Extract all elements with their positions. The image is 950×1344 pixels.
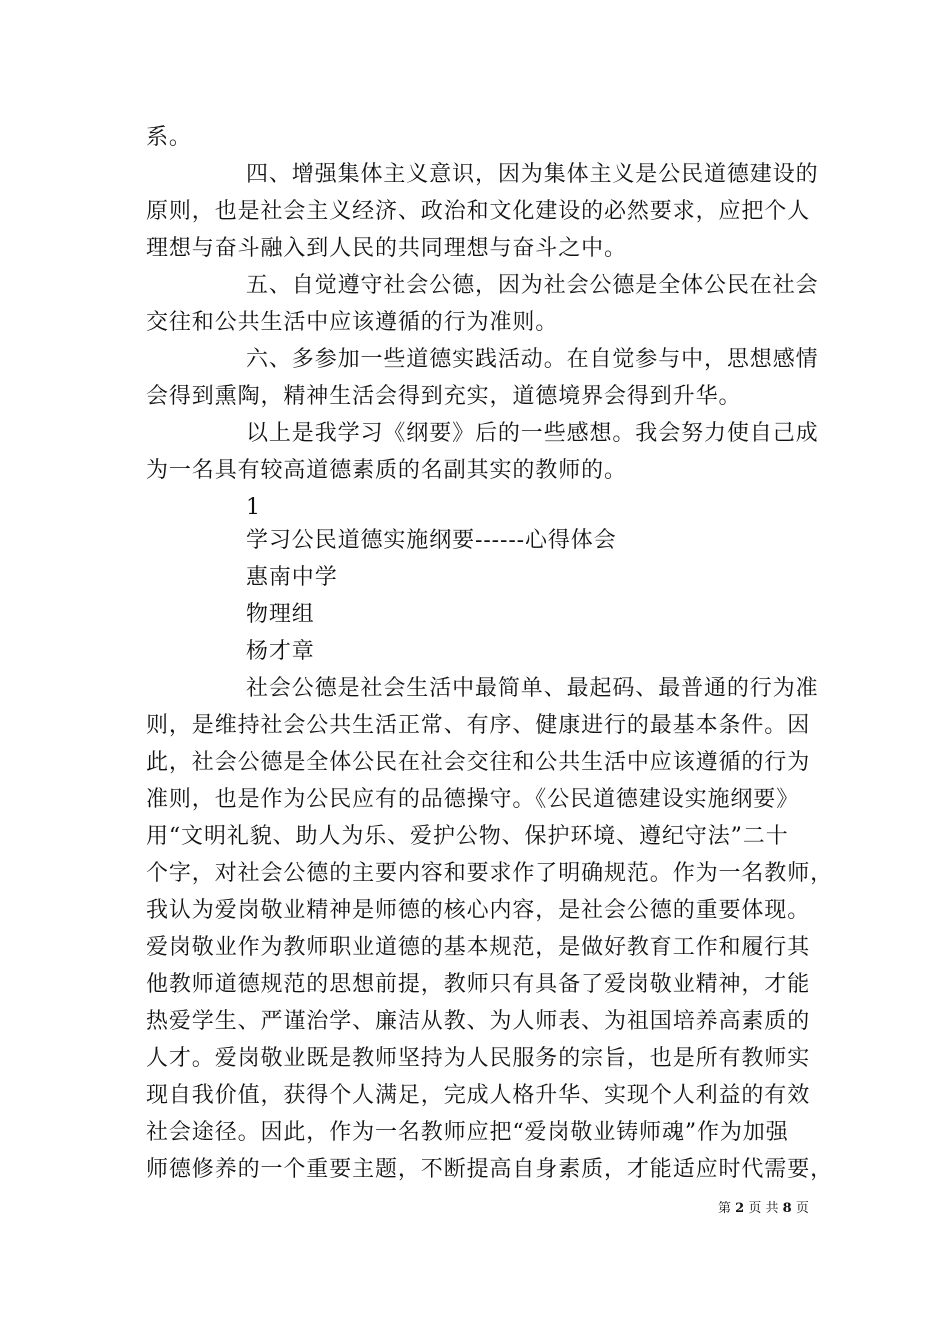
- text-line: 四、增强集体主义意识，因为集体主义是公民道德建设的: [246, 162, 819, 187]
- text-line: 社会途径。因此，作为一名教师应把“爱岗敬业铸师魂”作为加强: [146, 1120, 789, 1145]
- text-line: 用“文明礼貌、助人为乐、爱护公物、保护环境、遵纪守法”二十: [146, 824, 789, 849]
- text-line: 人才。爱岗敬业既是教师坚持为人民服务的宗旨，也是所有教师实: [146, 1046, 811, 1071]
- text-line: 师德修养的一个重要主题，不断提高自身素质，才能适应时代需要，: [146, 1157, 834, 1182]
- page-footer: [718, 1200, 809, 1218]
- text-line: 爱岗敬业作为教师职业道德的基本规范，是做好教育工作和履行其: [146, 935, 811, 960]
- author-group: 物理组: [246, 602, 315, 627]
- page-number-marker: 1: [246, 495, 261, 520]
- text-line: 此，社会公德是全体公民在社会交往和公共生活中应该遵循的行为: [146, 750, 811, 775]
- footer-middle: 页 共: [748, 1201, 779, 1216]
- text-line: 交往和公共生活中应该遵循的行为准则。: [146, 310, 559, 335]
- text-line: 他教师道德规范的思想前提，教师只有具备了爱岗敬业精神，才能: [146, 972, 811, 997]
- text-line: 热爱学生、严谨治学、廉洁从教、为人师表、为祖国培养高素质的: [146, 1009, 811, 1034]
- text-line: 则，是维持社会公共生活正常、有序、健康进行的最基本条件。因: [146, 713, 811, 738]
- text-line: 为一名具有较高道德素质的名副其实的教师的。: [146, 458, 627, 483]
- text-line: 五、自觉遵守社会公德，因为社会公德是全体公民在社会: [246, 273, 819, 298]
- text-line: 现自我价值，获得个人满足，完成人格升华、实现个人利益的有效: [146, 1083, 811, 1108]
- article-title: 学习公民道德实施纲要------心得体会: [246, 528, 617, 553]
- text-line: 理想与奋斗融入到人民的共同理想与奋斗之中。: [146, 236, 627, 261]
- footer-prefix: 第: [718, 1201, 732, 1216]
- footer-suffix: 页: [795, 1201, 809, 1216]
- text-line: 以上是我学习《纲要》后的一些感想。我会努力使自己成: [246, 421, 819, 446]
- text-line: 个字，对社会公德的主要内容和要求作了明确规范。作为一名教师，: [146, 861, 834, 886]
- text-line: 原则，也是社会主义经济、政治和文化建设的必然要求，应把个人: [146, 199, 811, 224]
- author-name: 杨才章: [246, 639, 315, 664]
- text-line: 我认为爱岗敬业精神是师德的核心内容，是社会公德的重要体现。: [146, 898, 811, 923]
- footer-total-pages: 8: [782, 1201, 792, 1216]
- text-line: 系。: [146, 125, 192, 150]
- text-line: 六、多参加一些道德实践活动。在自觉参与中，思想感情: [246, 347, 819, 372]
- text-line: 社会公德是社会生活中最简单、最起码、最普通的行为准: [246, 676, 819, 701]
- author-school: 惠南中学: [246, 565, 338, 590]
- text-line: 会得到熏陶，精神生活会得到充实，道德境界会得到升华。: [146, 384, 742, 409]
- footer-current-page: 2: [735, 1201, 745, 1216]
- text-line: 准则，也是作为公民应有的品德操守。《公民道德建设实施纲要》: [146, 787, 800, 812]
